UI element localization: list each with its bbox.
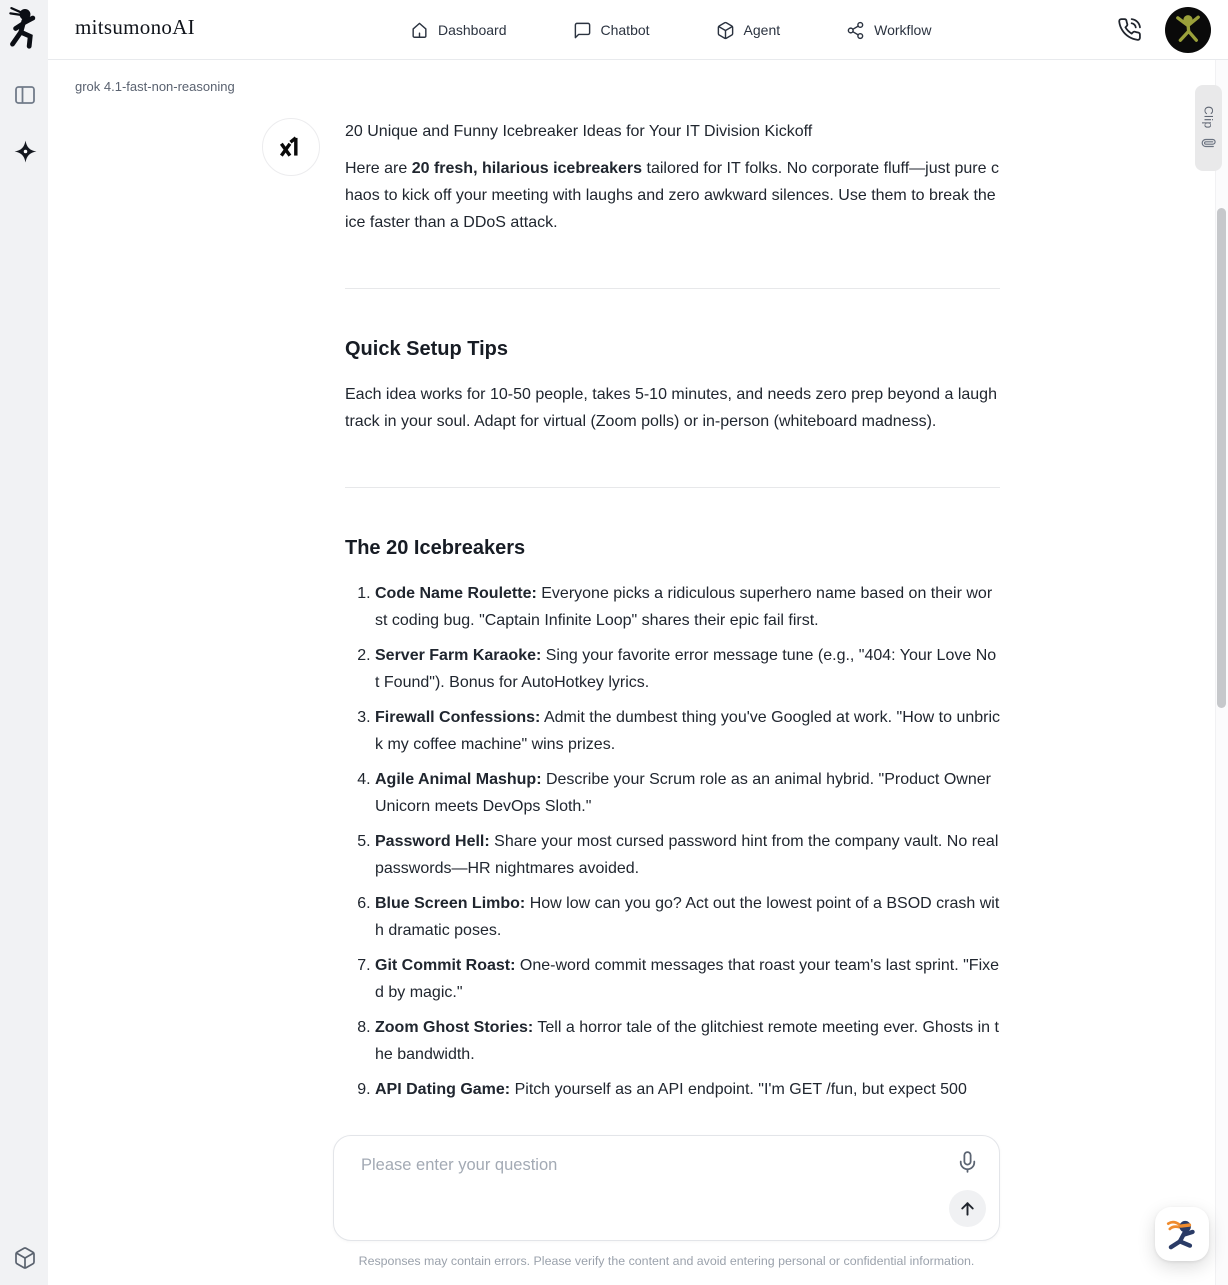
cube-icon (716, 21, 735, 40)
list-item-text: Describe your Scrum role as an animal hybrid. "Product Owner Unicorn meets DevOps Sloth." (375, 771, 991, 815)
section-heading-tips: Quick Setup Tips (345, 338, 508, 360)
list-item (375, 642, 1000, 696)
ninja-logo-icon (6, 5, 44, 53)
list-item-title: Git Commit Roast: (375, 957, 516, 974)
message-intro: Here are 20 fresh, hilarious icebreakers tailored for IT folks. No corporate fluff—just pure chaos to kick off your meeting with laughs and zero awkward silences. Use them to break the ice faster than a DDoS attack. (345, 160, 999, 231)
model-label: grok 4.1-fast-non-reasoning (75, 79, 235, 94)
top-header (48, 0, 1228, 60)
nav-item[interactable] (410, 21, 507, 40)
clip-tab-label: Clip (1201, 106, 1216, 129)
list-item (375, 952, 1000, 1006)
list-item-title: Zoom Ghost Stories: (375, 1019, 534, 1036)
nav-item-label: Workflow (874, 22, 932, 38)
xai-logo-icon (262, 118, 320, 176)
main-nav (410, 0, 931, 60)
nav-item-label: Chatbot (600, 22, 650, 38)
list-item-text: Tell a horror tale of the glitchiest remote meeting ever. Ghosts in the bandwidth. (375, 1019, 999, 1063)
list-item-title: Blue Screen Limbo: (375, 895, 526, 912)
section-heading-list: The 20 Icebreakers (345, 537, 526, 559)
list-item-title: Agile Animal Mashup: (375, 771, 542, 788)
list-item-text: Share your most cursed password hint from the company vault. No real passwords—HR nightmares avoided. (375, 833, 999, 877)
ninja-assistant-button[interactable] (1155, 1207, 1209, 1261)
list-item-text: Everyone picks a ridiculous superhero name based on their worst coding bug. "Captain Infinite Loop" shares their epic fail first. (375, 585, 993, 629)
arrow-up-icon (957, 1198, 978, 1219)
intro-bold: 20 fresh, hilarious icebreakers (411, 160, 643, 177)
list-item-title: Firewall Confessions: (375, 709, 541, 726)
brand-title: mitsumonoAI (75, 15, 195, 39)
list-item-text: How low can you go? Act out the lowest point of a BSOD crash with dramatic poses. (375, 895, 1000, 939)
divider (345, 288, 1000, 289)
list-item (375, 1076, 1000, 1103)
list-item-text: One-word commit messages that roast your team's last sprint. "Fixed by magic." (375, 957, 1000, 1001)
phone-call-icon[interactable] (1117, 17, 1143, 43)
panel-toggle-icon[interactable] (12, 82, 38, 108)
list-item-text: Admit the dumbest thing you've Googled at work. "How to unbrick my coffee machine" wins prizes. (375, 709, 1001, 753)
divider (345, 487, 1000, 488)
list-item-title: API Dating Game: (375, 1081, 511, 1098)
disclaimer-text: Responses may contain errors. Please verify the content and avoid entering personal or confidential information. (358, 1254, 975, 1268)
question-input[interactable] (361, 1153, 921, 1225)
share-icon (846, 21, 865, 40)
list-item (375, 704, 1000, 758)
chat-bubble-icon (573, 21, 592, 40)
user-avatar[interactable] (1165, 7, 1211, 53)
nav-item[interactable] (846, 21, 931, 40)
list-item-text: Pitch yourself as an API endpoint. "I'm GET /fun, but expect 500 (510, 1081, 967, 1098)
list-item-text: Sing your favorite error message tune (e.g., "404: Your Love Not Found"). Bonus for AutoHotkey lyrics. (375, 647, 997, 691)
list-item (375, 890, 1000, 944)
icebreaker-list (345, 580, 1000, 1103)
send-button[interactable] (949, 1190, 986, 1227)
cube-outline-icon[interactable] (12, 1245, 38, 1271)
nav-item-label: Dashboard (438, 22, 507, 38)
list-item-title: Server Farm Karaoke: (375, 647, 542, 664)
list-item-title: Code Name Roulette: (375, 585, 537, 602)
tips-paragraph: Each idea works for 10-50 people, takes 5-10 minutes, and needs zero prep beyond a laugh track in your soul. Adapt for virtual (Zoom polls) or in-person (whiteboard madness). (345, 386, 997, 430)
left-rail (0, 0, 48, 1285)
microphone-icon[interactable] (955, 1150, 980, 1175)
sparkle-icon[interactable] (12, 138, 38, 164)
scrollbar-thumb[interactable] (1217, 208, 1226, 708)
assistant-message (262, 116, 1000, 1111)
nav-item-label: Agent (743, 22, 781, 38)
clip-side-tab[interactable] (1195, 85, 1222, 171)
list-item (375, 1014, 1000, 1068)
list-item (375, 766, 1000, 820)
nav-item[interactable] (573, 21, 650, 40)
composer (333, 1135, 1000, 1241)
paperclip-icon (1199, 133, 1219, 153)
message-title: 20 Unique and Funny Icebreaker Ideas for Your IT Division Kickoff (345, 123, 813, 140)
list-item-title: Password Hell: (375, 833, 490, 850)
list-item (375, 580, 1000, 634)
home-icon (410, 21, 429, 40)
list-item (375, 828, 1000, 882)
ninja-fab-icon (1163, 1215, 1201, 1253)
nav-item[interactable] (716, 21, 781, 40)
